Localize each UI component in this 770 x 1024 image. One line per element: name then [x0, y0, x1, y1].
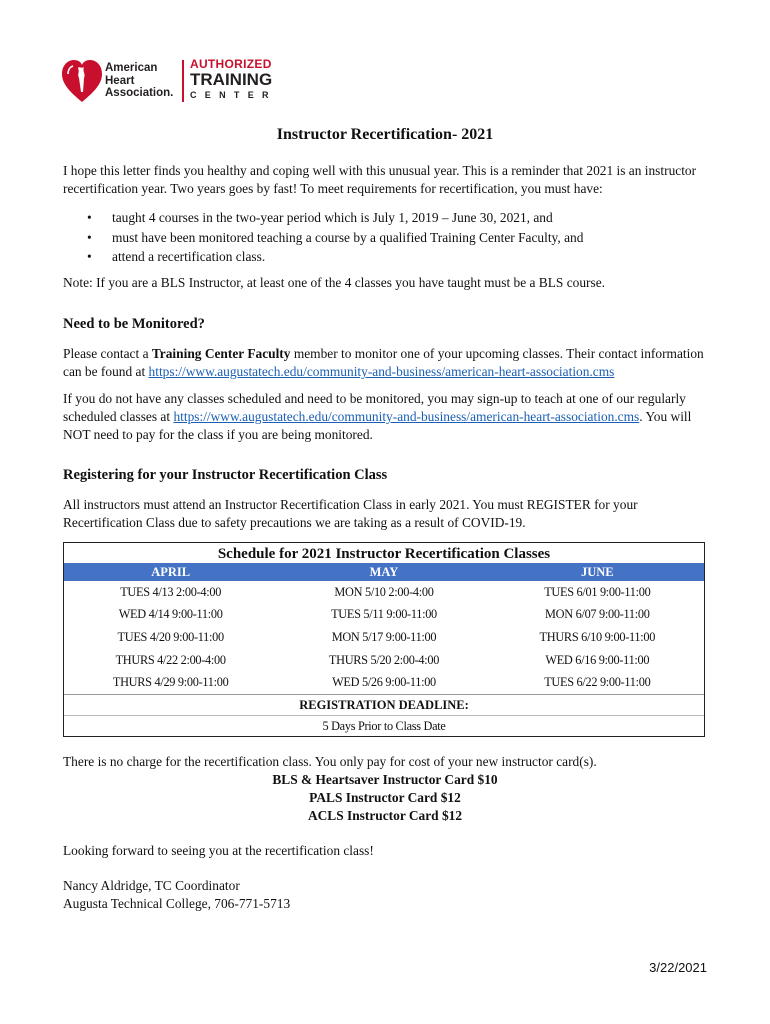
price-item-bls: BLS & Heartsaver Instructor Card $10 — [272, 772, 498, 787]
aha-page-link-2[interactable]: https://www.augustatech.edu/community-and-business/american-heart-association.cms — [173, 409, 640, 424]
table-cell: MON 5/17 9:00-11:00 — [331, 629, 437, 644]
table-cell: TUES 6/22 9:00-11:00 — [544, 675, 651, 690]
table-cell: THURS 6/10 9:00-11:00 — [539, 629, 656, 644]
registering-heading: Registering for your Instructor Recertification Class — [63, 467, 388, 483]
authorized-training-center-wordmark: AUTHORIZED TRAINING CENTER — [190, 57, 277, 100]
table-row — [64, 604, 704, 627]
document-date: 3/22/2021 — [649, 960, 707, 975]
schedule-header-row — [64, 563, 704, 581]
table-cell: THURS 4/22 2:00-4:00 — [115, 652, 226, 667]
price-list — [0, 771, 770, 825]
table-row — [64, 649, 704, 672]
table-cell: WED 5/26 9:00-11:00 — [332, 675, 436, 690]
list-item: • taught 4 courses in the two-year period which is July 1, 2019 – June 30, 2021, and — [63, 208, 703, 228]
table-cell: THURS 5/20 2:00-4:00 — [328, 652, 440, 667]
table-row — [64, 671, 704, 694]
signature-org: Augusta Technical College, 706-771-5713 — [63, 896, 291, 911]
list-item: • must have been monitored teaching a course by a qualified Training Center Faculty, and — [63, 228, 703, 248]
table-cell: MON 6/07 9:00-11:00 — [545, 607, 650, 622]
monitored-paragraph-2: If you do not have any classes scheduled and need to be monitored, you may sign-up to teach at one of our regularly scheduled classes at https://www.augustatech.edu/community-and-business/american-heart-association.cms. You will NOT need to pay for the class if you are being monitored. — [63, 391, 692, 442]
deadline-text: 5 Days Prior to Class Date — [64, 715, 704, 736]
table-row — [64, 626, 704, 649]
schedule-table — [63, 542, 705, 737]
aha-page-link[interactable]: https://www.augustatech.edu/community-and-business/american-heart-association.cms — [148, 364, 615, 379]
column-header-april: APRIL — [151, 565, 191, 579]
heart-torch-icon — [60, 56, 104, 106]
table-cell: THURS 4/29 9:00-11:00 — [112, 675, 229, 690]
table-cell: WED 6/16 9:00-11:00 — [545, 652, 650, 667]
charge-paragraph: There is no charge for the recertification class. You only pay for cost of your new instructor card(s). — [63, 754, 597, 769]
column-header-june: JUNE — [580, 565, 614, 579]
table-cell: TUES 4/20 9:00-11:00 — [117, 629, 224, 644]
page-title: Instructor Recertification- 2021 — [276, 126, 494, 143]
deadline-section — [64, 694, 704, 736]
table-row — [64, 581, 704, 604]
table-cell: TUES 4/13 2:00-4:00 — [120, 584, 222, 599]
bls-note: Note: If you are a BLS Instructor, at least one of the 4 classes you have taught must be a BLS course. — [63, 275, 606, 290]
requirements-list — [63, 208, 703, 267]
deadline-label: REGISTRATION DEADLINE: — [299, 697, 469, 712]
table-cell: TUES 6/01 9:00-11:00 — [544, 584, 651, 599]
intro-paragraph: I hope this letter finds you healthy and coping well with this unusual year. This is a reminder that 2021 is an instructor recertification year. Two years goes by fast! To meet requirements for recertification, you must have: — [63, 163, 697, 196]
table-cell: TUES 5/11 9:00-11:00 — [331, 607, 437, 622]
logo-divider — [182, 60, 184, 102]
table-cell: MON 5/10 2:00-4:00 — [334, 584, 434, 599]
registering-paragraph: All instructors must attend an Instructor Recertification Class in early 2021. You must REGISTER for your Recertification Class due to safety precautions we are taking as a result of COVID-19. — [63, 497, 638, 530]
monitored-paragraph-1: Please contact a Training Center Faculty member to monitor one of your upcoming classes. Their contact information can be found at https://www.augustatech.edu/community-and-business/american-heart-association.cms — [63, 346, 704, 379]
table-cell: WED 4/14 9:00-11:00 — [118, 607, 223, 622]
signature-name: Nancy Aldridge, TC Coordinator — [63, 878, 240, 893]
aha-wordmark: American Heart Association. — [105, 62, 174, 99]
closing-line: Looking forward to seeing you at the recertification class! — [63, 843, 374, 858]
aha-logo — [60, 56, 290, 106]
column-header-may: MAY — [369, 565, 399, 579]
price-item-acls: ACLS Instructor Card $12 — [307, 808, 463, 823]
schedule-title: Schedule for 2021 Instructor Recertification Classes — [217, 546, 551, 562]
price-item-pals: PALS Instructor Card $12 — [309, 790, 461, 805]
list-item: • attend a recertification class. — [63, 247, 703, 267]
monitored-heading: Need to be Monitored? — [63, 316, 205, 332]
